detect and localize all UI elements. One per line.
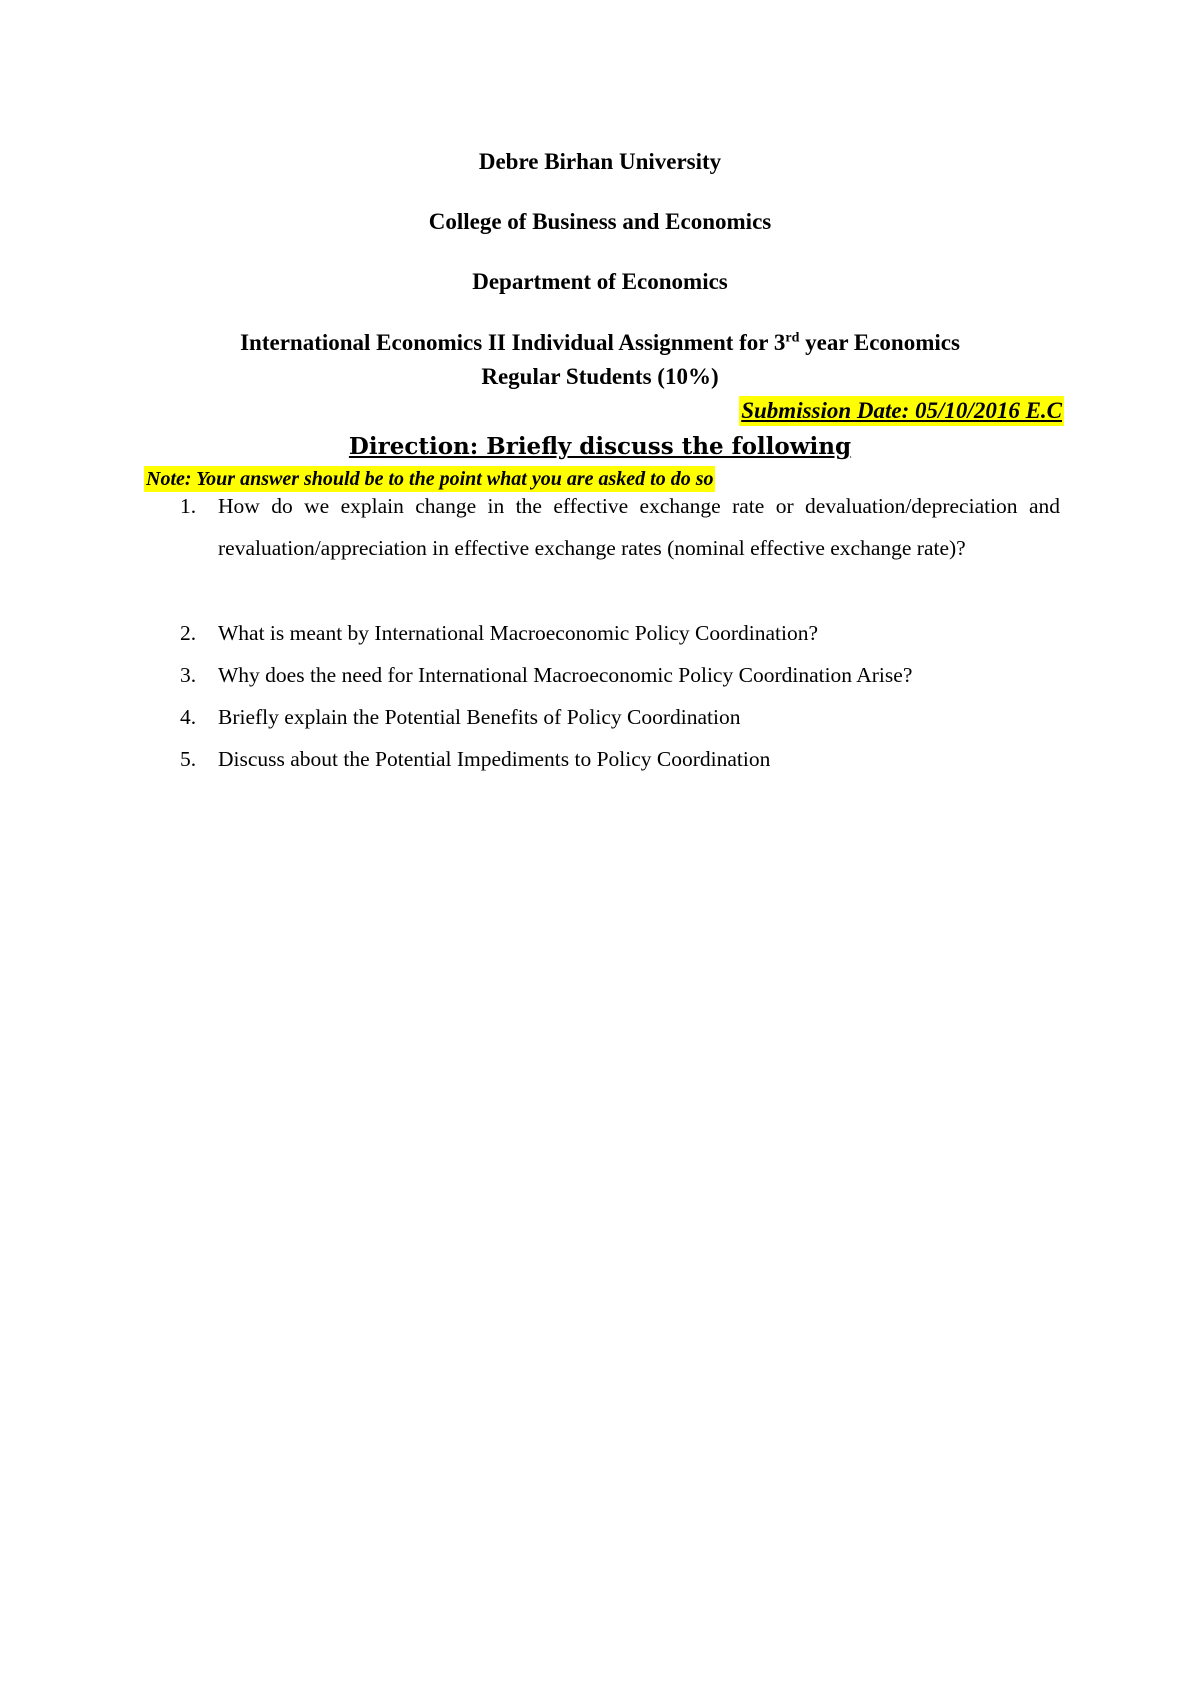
- question-text: Briefly explain the Potential Benefits of Policy Coordination: [218, 705, 741, 729]
- question-item: [180, 696, 1060, 738]
- question-number: 3.: [180, 663, 197, 687]
- assignment-subtitle: Regular Students (10%): [481, 364, 719, 389]
- direction-text: Direction: Briefly discuss the following: [348, 433, 852, 460]
- note-text: Note: Your answer should be to the point what you are asked to do so: [146, 468, 714, 490]
- question-item: [180, 485, 1060, 569]
- submission-date: Submission Date: 05/10/2016 E.C: [739, 396, 1064, 426]
- assignment-title-superscript: rd: [785, 330, 800, 346]
- question-number: 1.: [180, 494, 197, 518]
- assignment-title-part1: International Economics II Individual Assignment for 3: [240, 330, 786, 355]
- question-number: 4.: [180, 705, 197, 729]
- question-number: 2.: [180, 621, 197, 645]
- question-text: Why does the need for International Macroeconomic Policy Coordination Arise?: [218, 663, 913, 687]
- question-text: Discuss about the Potential Impediments to Policy Coordination: [218, 747, 771, 771]
- question-number: 5.: [180, 747, 197, 771]
- question-item: [180, 612, 1060, 654]
- question-item: [180, 654, 1060, 696]
- question-text: What is meant by International Macroeconomic Policy Coordination?: [218, 621, 819, 645]
- college-name: College of Business and Economics: [428, 209, 772, 234]
- university-name: Debre Birhan University: [478, 149, 722, 174]
- assignment-title: [0, 329, 1200, 357]
- question-text: How do we explain change in the effective exchange rate or devaluation/depreciation and revaluation/appreciation in effective exchange rates (nominal effective exchange rate)?: [218, 494, 1060, 560]
- assignment-title-part2: year Economics: [799, 330, 960, 355]
- department-name: Department of Economics: [472, 269, 728, 294]
- direction-heading: [0, 433, 1200, 461]
- question-item: [180, 738, 1060, 780]
